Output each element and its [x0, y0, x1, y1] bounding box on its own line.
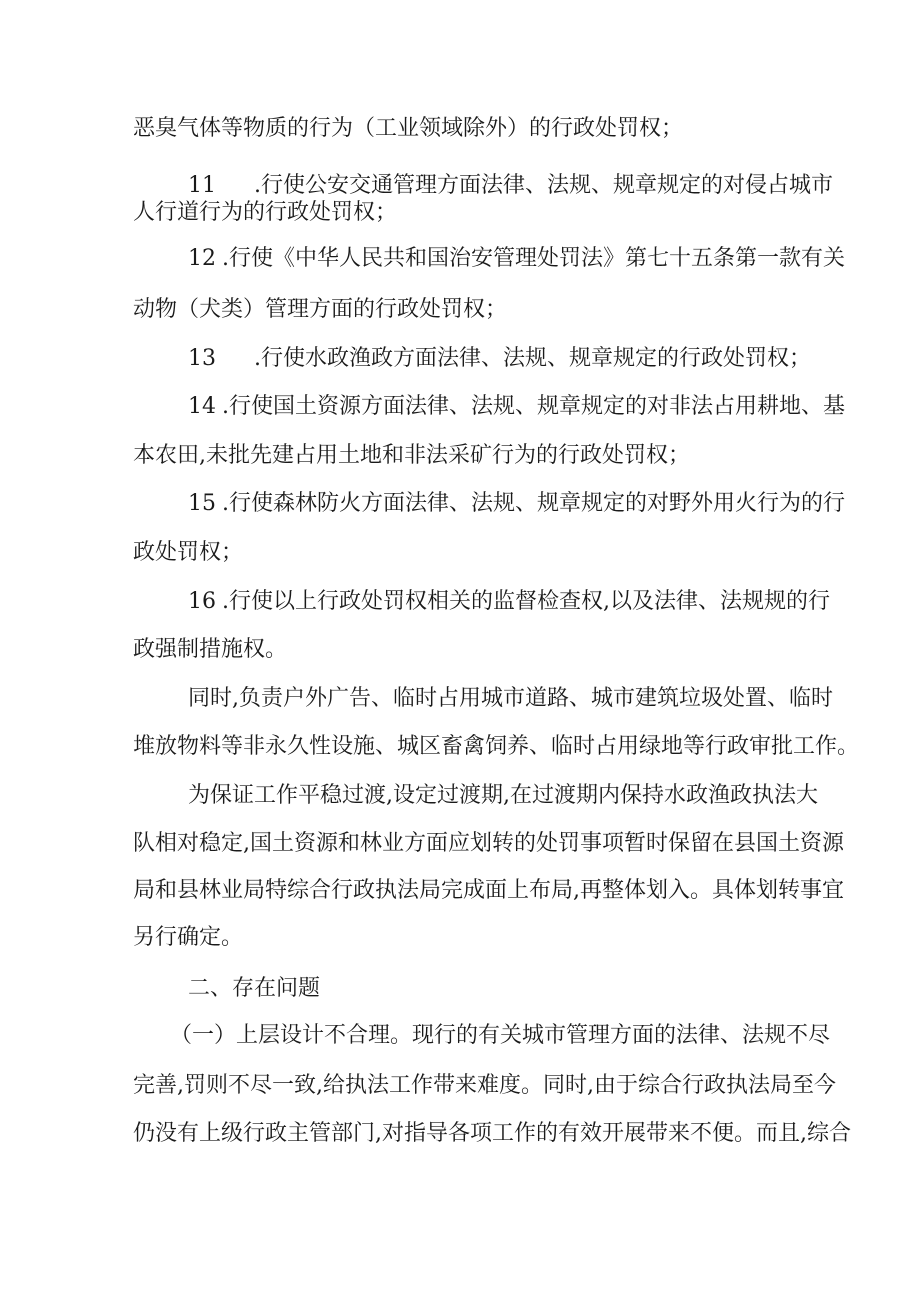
text-line: 本农田,未批先建占用土地和非法采矿行为的行政处罚权；: [133, 443, 690, 468]
text-line: 恶臭气体等物质的行为（工业领域除外）的行政处罚权；: [133, 116, 684, 141]
paragraph-line: （一）上层设计不合理。现行的有关城市管理方面的法律、法规不尽: [170, 1023, 831, 1048]
item-text: .行使公安交通管理方面法律、法规、规章规定的对侵占城市: [254, 173, 833, 198]
text-line: 堆放物料等非永久性设施、城区畜禽饲养、临时占用绿地等行政审批工作。: [133, 734, 860, 759]
item-number: 14: [188, 394, 216, 419]
text-line: 政处罚权；: [133, 540, 244, 565]
item-number: 13: [188, 346, 216, 371]
item-number: 12: [188, 246, 216, 271]
item-number: 16: [188, 589, 216, 614]
item-text: .行使水政渔政方面法律、法规、规章规定的行政处罚权；: [254, 346, 811, 371]
item-number: 15: [188, 491, 216, 516]
text-line: 完善,罚则不尽一致,给执法工作带来难度。同时,由于综合行政执法局至今: [133, 1073, 836, 1098]
item-text: .行使国土资源方面法律、法规、规章规定的对非法占用耕地、基: [222, 394, 845, 419]
text-line: 仍没有上级行政主管部门,对指导各项工作的有效开展带来不便。而且,综合: [133, 1121, 851, 1146]
text-line: 动物（犬类）管理方面的行政处罚权；: [133, 297, 508, 322]
item-text: .行使《中华人民共和国治安管理处罚法》第七十五条第一款有关: [222, 246, 845, 271]
paragraph-line: 同时,负责户外广告、临时占用城市道路、城市建筑垃圾处置、临时: [188, 686, 833, 711]
text-line: 队相对稳定,国土资源和林业方面应划转的处罚事项暂时保留在县国土资源: [133, 831, 844, 856]
text-line: 人行道行为的行政处罚权；: [133, 200, 398, 225]
text-line: 另行确定。: [133, 925, 244, 950]
item-text: .行使森林防火方面法律、法规、规章规定的对野外用火行为的行: [222, 491, 845, 516]
text-line: 局和县林业局特综合行政执法局完成面上布局,再整体划入。具体划转事宜: [133, 878, 844, 903]
text-line: 政强制措施权。: [133, 637, 288, 662]
section-heading: 二、存在问题: [188, 976, 321, 1001]
paragraph-line: 为保证工作平稳过渡,设定过渡期,在过渡期内保持水政渔政执法大: [188, 783, 818, 808]
item-text: .行使以上行政处罚权相关的监督检查权,以及法律、法规规的行: [222, 589, 830, 614]
item-number: 11: [188, 173, 216, 198]
